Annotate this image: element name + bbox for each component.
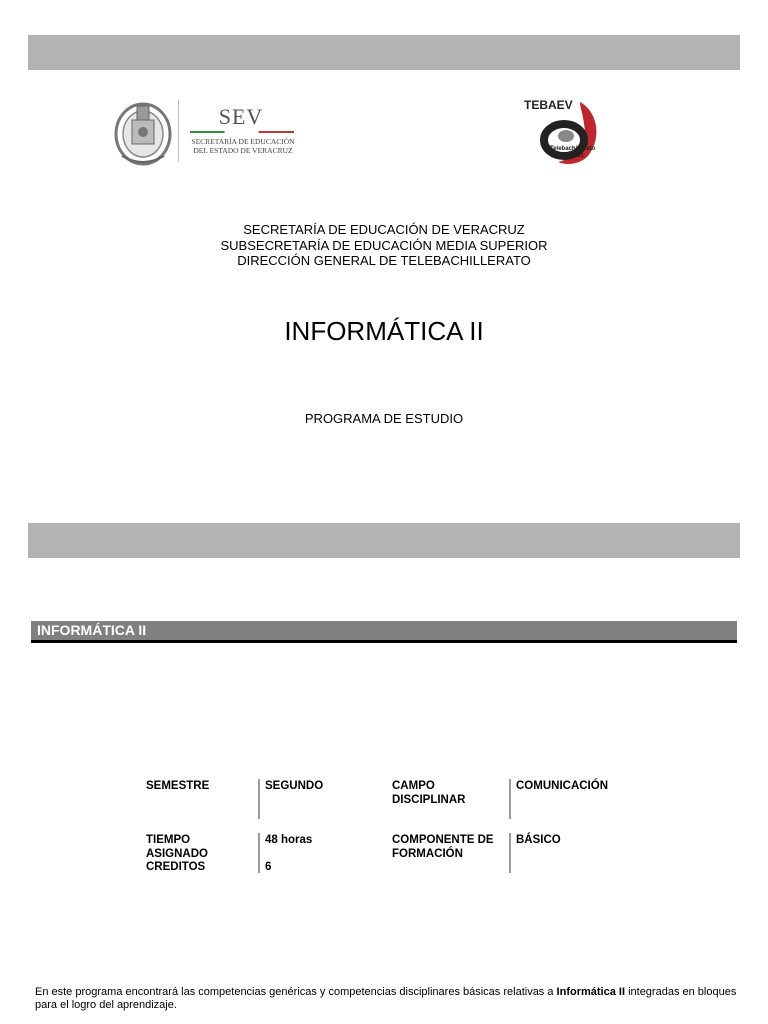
document-title: INFORMÁTICA II [284,316,484,346]
tebaev-subtitle [550,146,595,160]
creditos-label: CREDITOS [146,861,206,873]
section-title-bar: INFORMÁTICA II [31,621,737,643]
componente-label-line2: FORMACIÓN [392,847,463,860]
document-subtitle: PROGRAMA DE ESTUDIO [304,411,464,426]
tiempo-value: 48 horas [265,834,313,846]
tiempo-label-line2: ASIGNADO [146,847,208,860]
tebaev-sub-line2: de Veracruz [550,153,584,159]
heading-line2: SUBSECRETARÍA DE EDUCACIÓN MEDIA SUPERIOR [220,237,548,253]
column-divider [258,833,260,873]
middle-gray-band [28,523,740,558]
heading-line3: DIRECCIÓN GENERAL DE TELEBACHILLERATO [237,253,531,268]
flag-stripe [190,131,294,133]
campo-value: COMUNICACIÓN [516,780,608,792]
column-divider [509,833,511,873]
campo-label-line1: CAMPO [392,780,435,792]
sev-logo [112,96,312,168]
componente-label-line1: COMPONENTE DE [392,834,494,846]
heading-line1: SECRETARÍA DE EDUCACIÓN DE VERACRUZ [243,222,525,237]
institution-heading [0,222,768,269]
semestre-value: SEGUNDO [265,780,324,792]
sev-abbr: SEV [218,104,264,129]
sev-name-line1: SECRETARÍA DE EDUCACIÓN [191,137,295,146]
componente-label [392,834,494,861]
intro-text-end: integradas en bloques para el logro del aprendizaje. [35,986,737,1011]
campo-label [392,780,465,807]
tiempo-label-line1: TIEMPO [146,834,191,846]
intro-text-start: En este programa encontrará las competencias genéricas y competencias disciplinares básicas relativas a [35,986,557,998]
sev-name-line2: DEL ESTADO DE VERACRUZ [193,146,293,155]
column-divider [258,779,260,819]
creditos-value: 6 [265,861,272,873]
componente-value: BÁSICO [516,834,561,846]
tebaev-sub-line1: Telebachillerato [550,146,596,152]
intro-paragraph [35,986,740,1012]
semestre-label: SEMESTRE [146,780,210,792]
tiempo-creditos-value [265,834,312,875]
top-gray-band [28,35,740,70]
intro-text-bold: Informática II [556,986,626,998]
sev-name [182,137,304,155]
spacer [265,848,312,862]
logo-divider [178,100,179,162]
tebaev-abbr: TEBAEV [524,98,573,112]
campo-label-line2: DISCIPLINAR [392,793,466,806]
tiempo-creditos-label [146,834,208,875]
column-divider [509,779,511,819]
veracruz-seal-icon [112,96,174,168]
tebaev-logo [520,96,610,168]
